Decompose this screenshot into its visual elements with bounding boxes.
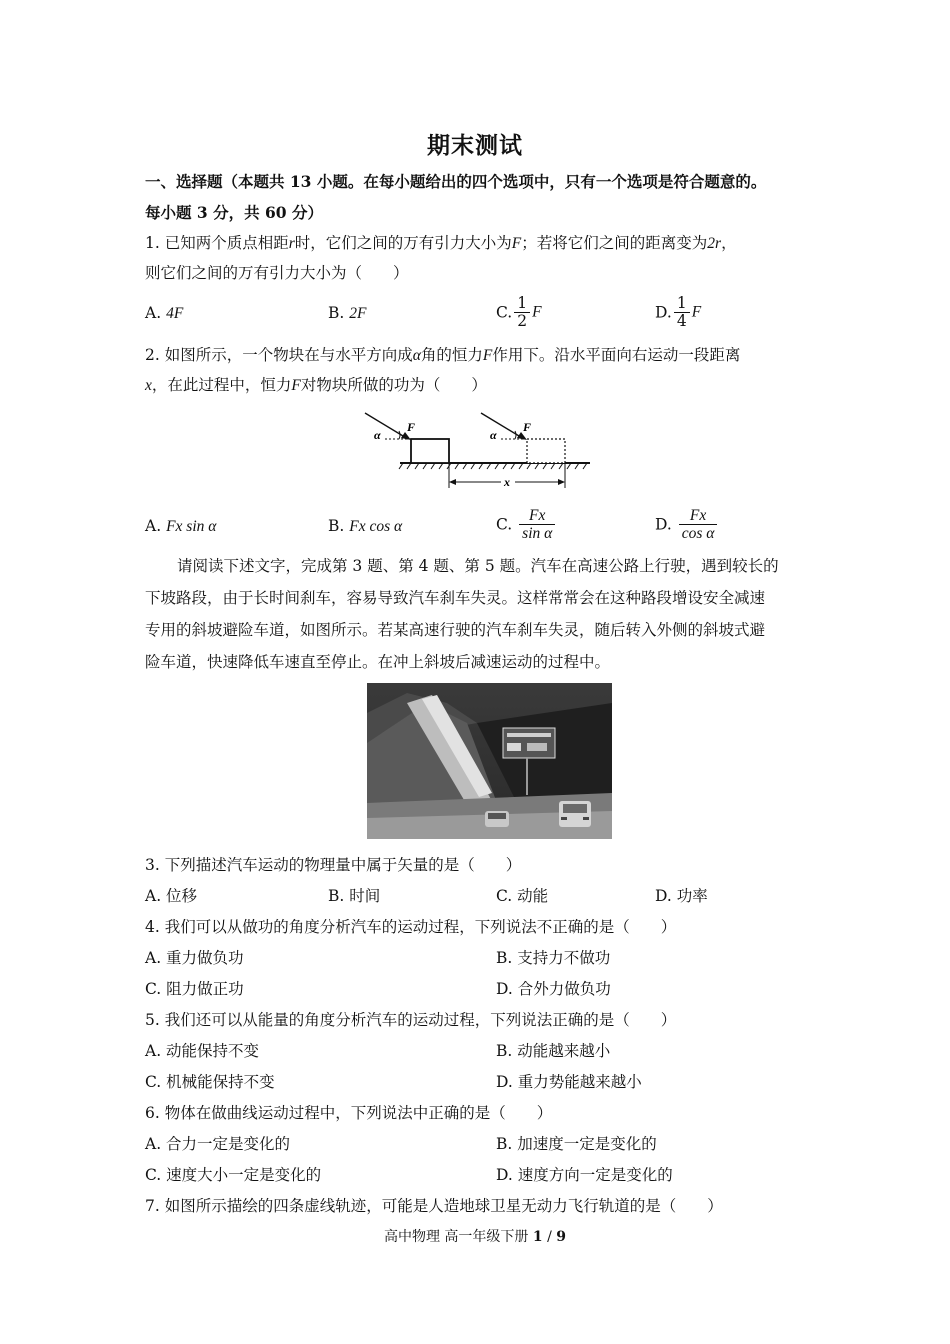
q1-stem-line1: 1. 已知两个质点相距r时，它们之间的万有引力大小为F；若将它们之间的距离变为2r， (145, 234, 737, 252)
q4-stem: 4. 我们可以从做功的角度分析汽车的运动过程，下列说法不正确的是（ ） (145, 918, 677, 936)
q1-option-a: A. 4F (145, 304, 184, 322)
q3-option-c: C. 动能 (496, 887, 549, 905)
page-footer: 高中物理 高一年级下册 1 / 9 (383, 1229, 567, 1245)
q2-option-d: D. $\frac{Fx}{\text{cos α}}$ (655, 507, 719, 542)
q2-option-b: B. Fx cos α (328, 517, 403, 535)
force-work-figure (355, 405, 595, 495)
force-label: F (407, 420, 416, 434)
q4-option-d: D. 合外力做负功 (496, 980, 611, 998)
page-title: 期末测试 (427, 132, 523, 159)
q4-option-b: B. 支持力不做功 (496, 949, 611, 967)
section-heading-line2: 每小题 3 分，共 60 分） (145, 203, 323, 222)
passage-line4: 险车道，快速降低车速直至停止。在冲上斜坡后减速运动的过程中。 (145, 653, 611, 671)
force-label: F (523, 420, 532, 434)
angle-label: α (490, 428, 497, 442)
q6-option-d: D. 速度方向一定是变化的 (496, 1166, 673, 1184)
q6-option-c: C. 速度大小一定是变化的 (145, 1166, 322, 1184)
q3-stem: 3. 下列描述汽车运动的物理量中属于矢量的是（ ） (145, 856, 522, 874)
q1-stem-line2: 则它们之间的万有引力大小为（ ） (145, 264, 409, 282)
q1-option-d: D. $\frac{1}{4}$ F (655, 294, 702, 330)
q7-stem: 7. 如图所示描绘的四条虚线轨迹，可能是人造地球卫星无动力飞行轨道的是（ ） (145, 1197, 723, 1215)
q5-option-b: B. 动能越来越小 (496, 1042, 611, 1060)
q4-option-a: A. 重力做负功 (145, 949, 244, 967)
q2-option-a: A. Fx sin α (145, 517, 217, 535)
q5-option-a: A. 动能保持不变 (145, 1042, 260, 1060)
block-start (411, 439, 449, 463)
q6-stem: 6. 物体在做曲线运动过程中，下列说法中正确的是（ ） (145, 1104, 553, 1122)
block-end (527, 439, 565, 463)
q3-option-a: A. 位移 (145, 887, 198, 905)
q2-stem-line2: x，在此过程中，恒力F对物块所做的功为（ ） (145, 376, 487, 394)
q5-stem: 5. 我们还可以从能量的角度分析汽车的运动过程，下列说法正确的是（ ） (145, 1011, 677, 1029)
ramp-photo (367, 683, 612, 839)
section-heading-line1: 一、选择题（本题共 13 小题。在每小题给出的四个选项中，只有一个选项是符合题意的。 (145, 172, 767, 191)
q2-option-c: C. $\frac{Fx}{\text{sin α}}$ (496, 507, 557, 542)
q4-option-c: C. 阻力做正功 (145, 980, 244, 998)
distance-label: x (504, 475, 510, 489)
q1-option-b: B. 2F (328, 304, 367, 322)
q3-option-b: B. 时间 (328, 887, 381, 905)
q5-option-c: C. 机械能保持不变 (145, 1073, 275, 1091)
q2-stem-line1: 2. 如图所示，一个物块在与水平方向成α角的恒力F作用下。沿水平面向右运动一段距离 (145, 346, 741, 364)
q6-option-a: A. 合力一定是变化的 (145, 1135, 291, 1153)
passage-line1: 请阅读下述文字，完成第 3 题、第 4 题、第 5 题。汽车在高速公路上行驶，遇到较长的 (177, 557, 779, 575)
q5-option-d: D. 重力势能越来越小 (496, 1073, 642, 1091)
q3-option-d: D. 功率 (655, 887, 708, 905)
q1-option-c: C. $\frac{1}{2}$ F (496, 294, 542, 330)
passage-line3: 专用的斜坡避险车道，如图所示。若某高速行驶的汽车刹车失灵，随后转入外侧的斜坡式避 (145, 621, 766, 639)
passage-line2: 下坡路段，由于长时间刹车，容易导致汽车刹车失灵。这样常常会在这种路段增设安全减速 (145, 589, 766, 607)
q6-option-b: B. 加速度一定是变化的 (496, 1135, 657, 1153)
angle-label: α (374, 428, 381, 442)
